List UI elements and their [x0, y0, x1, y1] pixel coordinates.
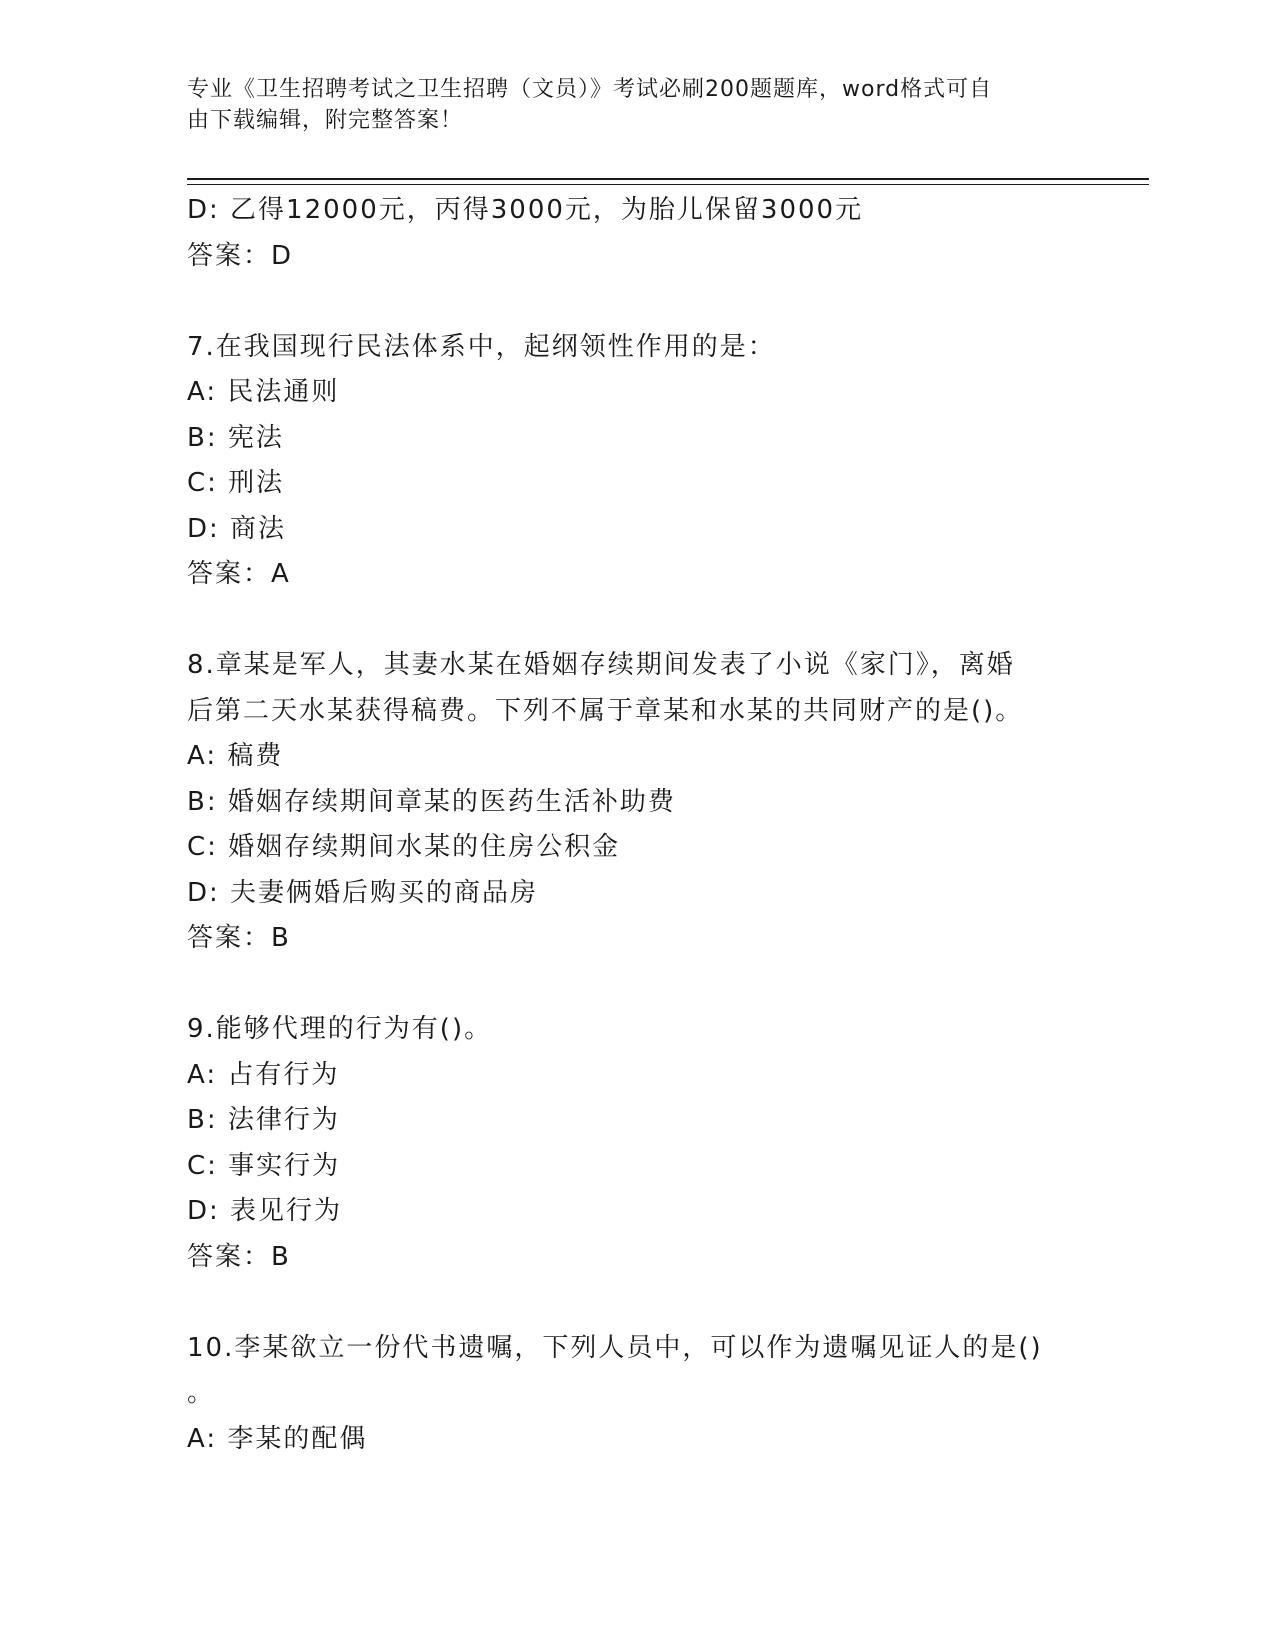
question-content [187, 188, 1087, 1462]
option-b: B: 婚姻存续期间章某的医药生活补助费 [187, 786, 676, 817]
spacer [187, 962, 1087, 1008]
option-c: C: 婚姻存续期间水某的住房公积金 [187, 832, 621, 862]
question-block [187, 643, 1087, 962]
option-d: D: 夫妻俩婚后购买的商品房 [187, 877, 539, 908]
prev-option-d: D: 乙得12000元，丙得3000元，为胎儿保留3000元 [187, 195, 864, 225]
spacer [187, 1280, 1087, 1326]
option-a: A: 稿费 [187, 741, 284, 771]
option-c: C: 刑法 [187, 468, 285, 498]
question-text: 7.在我国现行民法体系中，起纲领性作用的是： [187, 331, 776, 362]
spacer [187, 279, 1087, 325]
option-d: D: 表见行为 [187, 1196, 343, 1226]
question-text: 。 [187, 1378, 216, 1408]
option-d: D: 商法 [187, 513, 287, 544]
header-line-2: 由下载编辑，附完整答案！ [187, 108, 464, 133]
question-block [187, 1326, 1087, 1463]
document-header [187, 74, 1067, 136]
question-text: 10.李某欲立一份代书遗嘱，下列人员中，可以作为遗嘱见证人的是() [187, 1332, 1043, 1363]
option-c: C: 事实行为 [187, 1150, 341, 1181]
answer: 答案：B [187, 923, 291, 953]
option-a: A: 李某的配偶 [187, 1423, 368, 1454]
header-divider-thick [187, 178, 1149, 180]
option-a: A: 民法通则 [187, 377, 340, 407]
prev-answer: 答案：D [187, 240, 294, 271]
option-a: A: 占有行为 [187, 1059, 340, 1090]
option-b: B: 宪法 [187, 422, 284, 453]
spacer [187, 598, 1087, 644]
question-text: 8.章某是军人，其妻水某在婚姻存续期间发表了小说《家门》，离婚 [187, 650, 1015, 680]
header-line-1: 专业《卫生招聘考试之卫生招聘（文员）》考试必刷200题题库，word格式可自 [187, 77, 993, 102]
header-divider-thin [187, 184, 1149, 185]
answer: 答案：B [187, 1241, 291, 1272]
question-block [187, 325, 1087, 598]
question-text: 9.能够代理的行为有()。 [187, 1014, 493, 1044]
question-text: 后第二天水某获得稿费。下列不属于章某和水某的共同财产的是()。 [187, 695, 1024, 726]
question-block [187, 1007, 1087, 1280]
answer: 答案：A [187, 559, 291, 589]
option-b: B: 法律行为 [187, 1105, 340, 1135]
